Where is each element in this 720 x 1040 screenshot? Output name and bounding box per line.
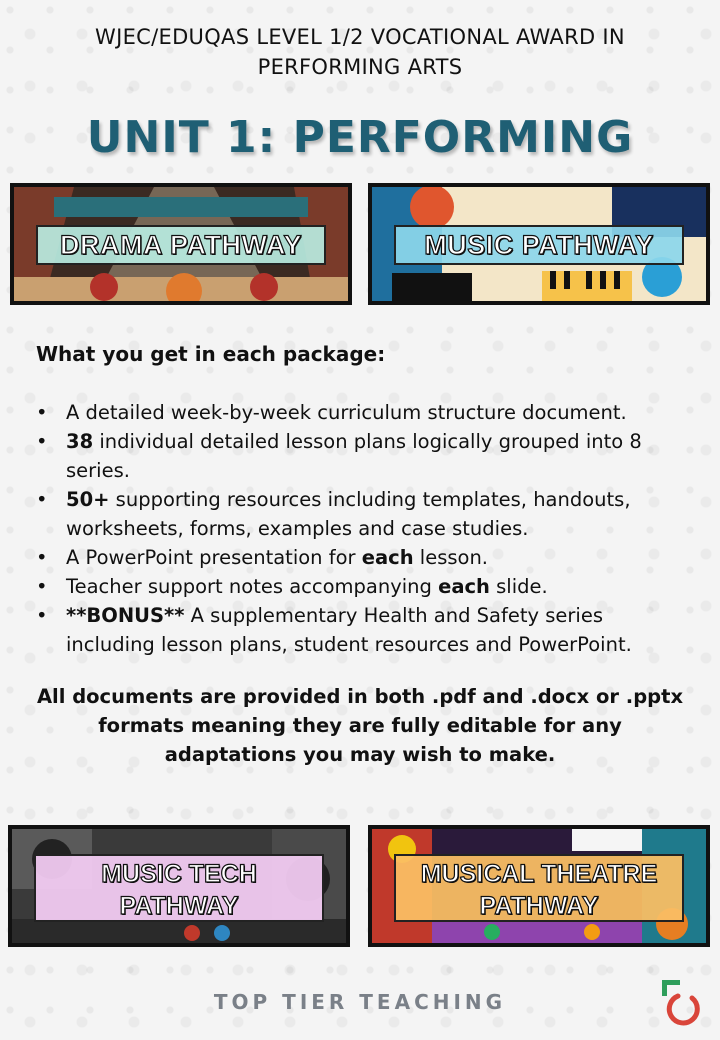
item-text: A supplementary Health and Safety series including lesson plans, student resources and PowerPoint.	[66, 604, 632, 656]
bullet-icon: •	[36, 575, 48, 598]
header-line-1: WJEC/EDUQAS LEVEL 1/2 VOCATIONAL AWARD IN	[95, 25, 625, 49]
item-emphasis: 50+	[66, 488, 110, 511]
music-pathway-banner[interactable]	[368, 183, 710, 305]
header-line-2: PERFORMING ARTS	[257, 55, 463, 79]
package-heading: What you get in each package:	[36, 342, 386, 366]
package-list-item	[36, 572, 696, 601]
closing-statement: All documents are provided in both .pdf and .docx or .pptx formats meaning they are fully editable for any adaptations you may wish to make.	[36, 685, 684, 766]
item-text: individual detailed lesson plans logically grouped into 8 series.	[66, 430, 642, 482]
item-text: slide.	[489, 575, 548, 598]
item-text: A detailed week-by-week curriculum structure document.	[66, 401, 627, 424]
bullet-icon: •	[36, 488, 48, 511]
item-text: lesson.	[413, 546, 488, 569]
package-list-item	[36, 427, 696, 485]
bullet-icon: •	[36, 546, 48, 569]
item-text: Teacher support notes accompanying	[66, 575, 439, 598]
package-list-item	[36, 485, 696, 543]
header	[0, 22, 720, 82]
item-text: supporting resources including templates, handouts, worksheets, forms, examples and case studies.	[66, 488, 631, 540]
package-section	[36, 340, 696, 659]
music-tech-label-line-2: PATHWAY	[119, 892, 239, 920]
item-emphasis: each	[438, 575, 490, 598]
item-emphasis: 38	[66, 430, 94, 453]
music-tech-pathway-label	[34, 854, 324, 922]
music-tech-pathway-banner[interactable]	[8, 825, 350, 947]
item-emphasis: each	[361, 546, 414, 569]
package-list	[36, 398, 696, 659]
musical-theatre-pathway-label	[394, 854, 684, 922]
item-text: A PowerPoint presentation for	[66, 546, 362, 569]
drama-pathway-label: DRAMA PATHWAY	[36, 225, 326, 265]
musical-theatre-label-line-1: MUSICAL THEATRE	[420, 860, 658, 888]
drama-pathway-banner[interactable]	[10, 183, 352, 305]
package-list-item	[36, 543, 696, 572]
music-tech-label-line-1: MUSIC TECH	[101, 860, 257, 888]
bullet-icon: •	[36, 430, 48, 453]
package-list-item	[36, 398, 696, 427]
bullet-icon: •	[36, 401, 48, 424]
musical-theatre-label-line-2: PATHWAY	[479, 892, 599, 920]
music-pathway-label: MUSIC PATHWAY	[394, 225, 684, 265]
brand-logo-icon	[654, 976, 706, 1028]
musical-theatre-pathway-banner[interactable]	[368, 825, 710, 947]
item-emphasis: **BONUS**	[66, 604, 185, 627]
unit-title: UNIT 1: PERFORMING	[86, 112, 634, 163]
brand-name: TOP TIER TEACHING	[213, 990, 507, 1014]
bullet-icon: •	[36, 604, 48, 627]
package-list-item	[36, 601, 696, 659]
